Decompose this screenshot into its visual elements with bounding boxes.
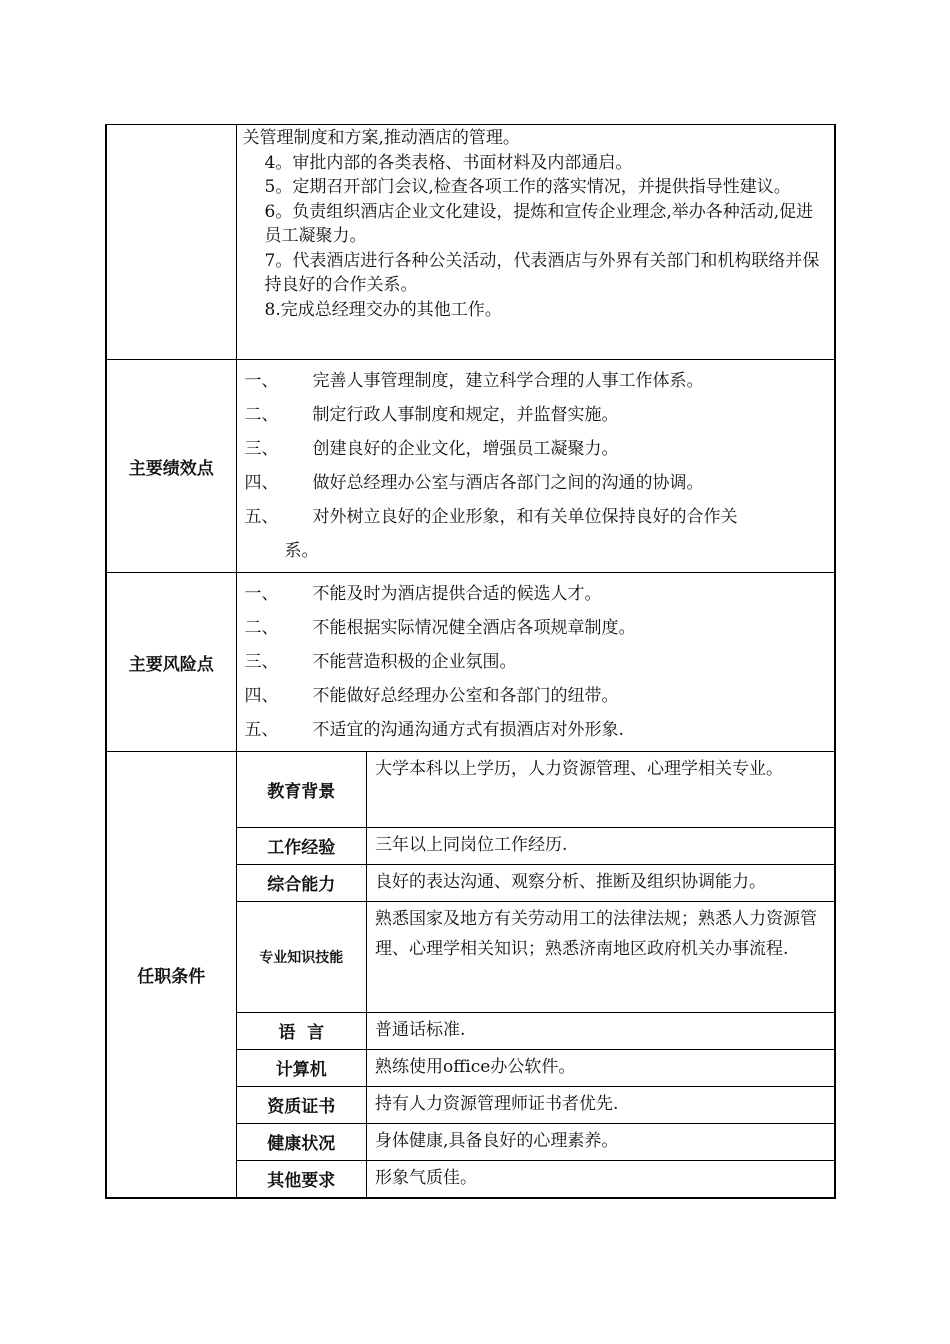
duty-line: 关管理制度和方案,推动酒店的管理。 — [242, 128, 520, 148]
item-text: 不适宜的沟通沟通方式有损酒店对外形象. — [312, 720, 624, 740]
qualification-value: 形象气质佳。 — [367, 1160, 835, 1197]
qualification-row — [237, 1123, 835, 1160]
qualification-label: 计算机 — [237, 1049, 367, 1086]
item-number: 四、 — [244, 686, 279, 706]
list-item — [245, 679, 829, 713]
qualifications-content — [236, 752, 835, 1199]
qualification-row — [237, 752, 835, 827]
duty-line: 4。审批内部的各类表格、书面材料及内部通启。 — [264, 152, 633, 173]
item-text: 不能根据实际情况健全酒店各项规章制度。 — [312, 618, 636, 638]
qualification-value: 三年以上同岗位工作经历. — [367, 827, 835, 864]
qualification-row — [237, 901, 835, 1012]
item-number: 二、 — [244, 618, 279, 638]
list-item — [245, 611, 829, 645]
qualification-row — [237, 1012, 835, 1049]
qualification-label: 工作经验 — [237, 827, 367, 864]
list-item — [245, 466, 829, 500]
list-item — [245, 398, 829, 432]
qualification-label: 教育背景 — [237, 752, 367, 827]
performance-label: 主要绩效点 — [106, 360, 236, 573]
item-number: 五、 — [244, 507, 279, 527]
item-number: 五、 — [244, 720, 279, 740]
list-item — [245, 577, 829, 611]
duty-line: 5。定期召开部门会议,检查各项工作的落实情况，并提供指导性建议。 — [264, 177, 791, 197]
item-text: 不能做好总经理办公室和各部门的纽带。 — [312, 686, 619, 706]
job-description-table — [105, 124, 836, 1199]
risk-label: 主要风险点 — [106, 573, 236, 752]
item-number: 一、 — [244, 371, 279, 391]
list-item — [245, 500, 829, 534]
risk-row — [106, 573, 835, 752]
qualification-label: 其他要求 — [237, 1160, 367, 1197]
qualification-row — [237, 864, 835, 901]
qualification-label: 专业知识技能 — [237, 901, 367, 1012]
qualifications-label: 任职条件 — [106, 752, 236, 1199]
qualification-value: 普通话标准. — [367, 1012, 835, 1049]
item-number: 三、 — [244, 652, 279, 672]
performance-list — [236, 360, 835, 573]
duties-content — [236, 125, 835, 360]
qualification-row — [237, 827, 835, 864]
qualification-row — [237, 1049, 835, 1086]
list-item — [245, 713, 829, 747]
qualification-value: 熟练使用office办公软件。 — [367, 1049, 835, 1086]
item-number: 二、 — [244, 405, 279, 425]
item-text: 不能及时为酒店提供合适的候选人才。 — [312, 584, 602, 604]
qualification-row — [237, 1160, 835, 1197]
duties-row — [106, 125, 835, 360]
item-text: 不能营造积极的企业氛围。 — [312, 652, 517, 672]
item-text: 对外树立良好的企业形象，和有关单位保持良好的合作关 — [312, 507, 738, 527]
item-text: 制定行政人事制度和规定，并监督实施。 — [312, 405, 619, 425]
qualification-value: 熟悉国家及地方有关劳动用工的法律法规；熟悉人力资源管理、心理学相关知识；熟悉济南地区政府机关办事流程. — [367, 901, 835, 1012]
list-item — [245, 432, 829, 466]
item-text: 完善人事管理制度，建立科学合理的人事工作体系。 — [312, 371, 704, 391]
qualification-row — [237, 1086, 835, 1123]
list-item — [245, 645, 829, 679]
risk-list — [236, 573, 835, 752]
item-text: 做好总经理办公室与酒店各部门之间的沟通的协调。 — [312, 473, 704, 493]
performance-row — [106, 360, 835, 573]
item-number: 一、 — [244, 584, 279, 604]
item-text: 创建良好的企业文化，增强员工凝聚力。 — [312, 439, 619, 459]
qualification-value: 大学本科以上学历，人力资源管理、心理学相关专业。 — [367, 752, 835, 827]
qualification-label: 语 言 — [237, 1012, 367, 1049]
duties-label-cell — [106, 125, 236, 360]
item-number: 三、 — [244, 439, 279, 459]
duty-line: 8.完成总经理交办的其他工作。 — [264, 299, 502, 320]
qualification-value: 持有人力资源管理师证书者优先. — [367, 1086, 835, 1123]
duty-line: 6。负责组织酒店企业文化建设，提炼和宣传企业理念,举办各种活动,促进员工凝聚力。 — [264, 201, 814, 246]
qualification-label: 综合能力 — [237, 864, 367, 901]
qualification-label: 健康状况 — [237, 1123, 367, 1160]
qualification-value: 良好的表达沟通、观察分析、推断及组织协调能力。 — [367, 864, 835, 901]
qualification-value: 身体健康,具备良好的心理素养。 — [367, 1123, 835, 1160]
qualification-label: 资质证书 — [237, 1086, 367, 1123]
item-text-continuation: 系。 — [284, 541, 319, 561]
qualifications-row — [106, 752, 835, 1199]
qualifications-table — [237, 752, 835, 1197]
list-item — [245, 364, 829, 398]
item-number: 四、 — [244, 473, 279, 493]
duty-line: 7。代表酒店进行各种公关活动，代表酒店与外界有关部门和机构联络并保持良好的合作关系。 — [264, 250, 820, 295]
